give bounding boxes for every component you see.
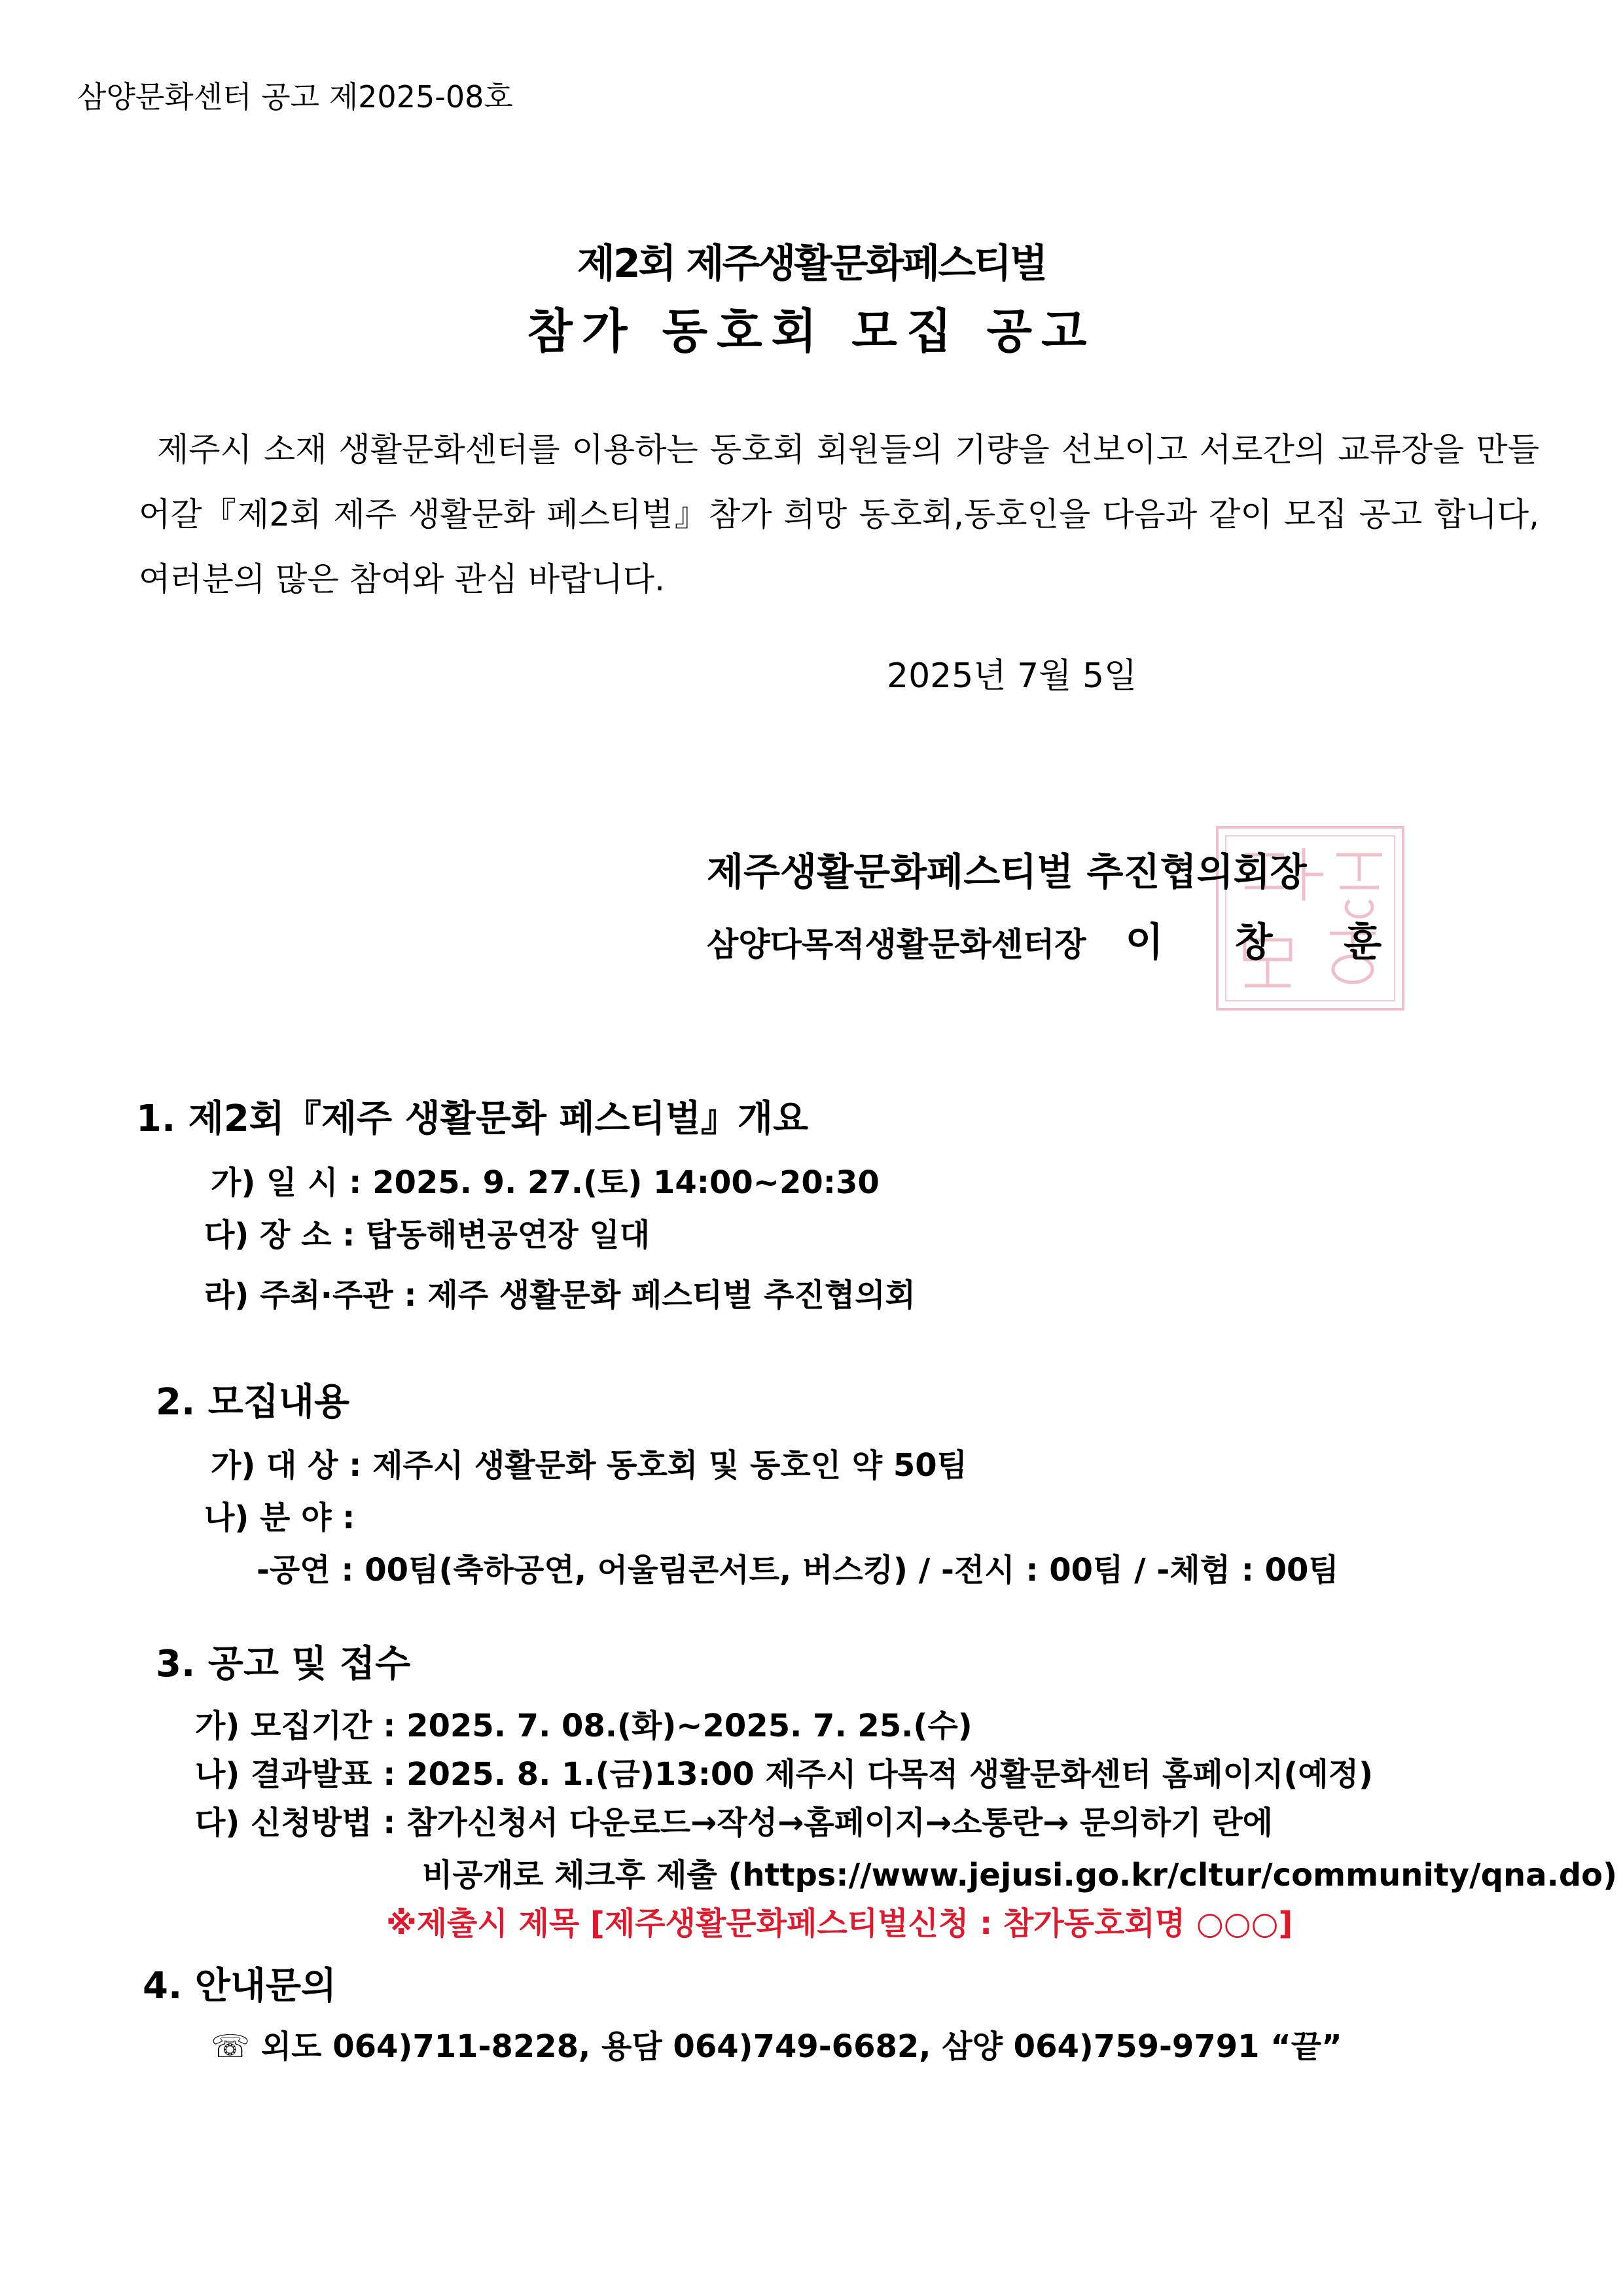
application-item-label: 나) 결과발표 : [195,1756,396,1793]
notice-number: 삼양문화센터 공고 제2025-08호 [77,79,513,115]
intro-paragraph: 제주시 소재 생활문화센터를 이용하는 동호회 회원들의 기량을 선보이고 서로간의 교류장을 만들어갈『제2회 제주 생활문화 페스티벌』참가 희망 동호회,동호인을 다음과 같이 모집 공고 합니다, 여러분의 많은 참여와 관심 바랍니다. [139,431,1539,598]
application-method-continued: 비공개로 체크후 제출 (https://www.jejusi.go.kr/cltur/community/qna.do) [422,1857,1618,1893]
issue-date: 2025년 7월 5일 [887,656,1137,696]
application-item [195,1749,1373,1794]
recruit-field-detail: -공연 : 00팀(축하공연, 어울림콘서트, 버스킹) / -전시 : 00팀 / -체험 : 00팀 [257,1552,1339,1588]
phone-icon: ☏ [211,2028,251,2065]
overview-item-value: 제주 생활문화 페스티벌 추진협의회 [427,1277,916,1314]
document-title-line2: 참가 동호회 모집 공고 [527,304,1096,359]
overview-item-value: 2025. 9. 27.(토) 14:00~20:30 [372,1164,880,1201]
section-contact-heading: 4. 안내문의 [143,1965,337,2007]
application-item-value: 2025. 8. 1.(금)13:00 제주시 다목적 생활문화센터 홈페이지(예정) [406,1756,1374,1793]
section-overview-heading: 1. 제2회『제주 생활문화 페스티벌』개요 [136,1098,809,1140]
section-recruit-heading: 2. 모집내용 [156,1381,350,1424]
overview-item-label: 가) 일 시 : [211,1164,362,1201]
application-item-label: 다) 신청방법 : [195,1804,396,1841]
overview-item-label: 라) 주최·주관 : [204,1277,417,1314]
submission-title-note: ※제출시 제목 [제주생활문화페스티벌신청 : 참가동호회명 ○○○] [386,1905,1293,1942]
application-item-label: 가) 모집기간 : [195,1708,396,1744]
issuer-name: 이 창 훈 [1125,920,1411,965]
recruit-field-label: 나) 분 야 : [204,1499,355,1536]
contact-line [211,2021,1342,2066]
overview-item [204,1210,650,1255]
issuer-organization: 삼양다목적생활문화센터장 [707,925,1086,963]
recruit-target-value: 제주시 생활문화 동호회 및 동호인 약 50팀 [372,1447,968,1484]
application-item-value: 2025. 7. 08.(화)~2025. 7. 25.(수) [406,1708,972,1744]
issuer-signature-line [707,911,1410,967]
recruit-target-label: 가) 대 상 : [211,1447,362,1484]
application-item-value: 참가신청서 다운로드→작성→홈페이지→소통란→ 문의하기 란에 [406,1804,1273,1841]
overview-item-value: 탑동해변공연장 일대 [366,1217,651,1253]
application-item [195,1700,972,1746]
application-item [195,1797,1273,1842]
section-application-heading: 3. 공고 및 접수 [156,1643,411,1685]
overview-item [204,1270,916,1315]
recruit-target [211,1440,967,1485]
document-title-line1: 제2회 제주생활문화페스티벌 [577,241,1046,287]
contact-numbers: 외도 064)711-8228, 용담 064)749-6682, 삼양 064)759-9791 “끝” [260,2028,1342,2065]
overview-item [211,1157,880,1202]
issuer-title: 제주생활문화페스티벌 추진협의회장 [707,850,1307,894]
overview-item-label: 다) 장 소 : [204,1217,355,1253]
